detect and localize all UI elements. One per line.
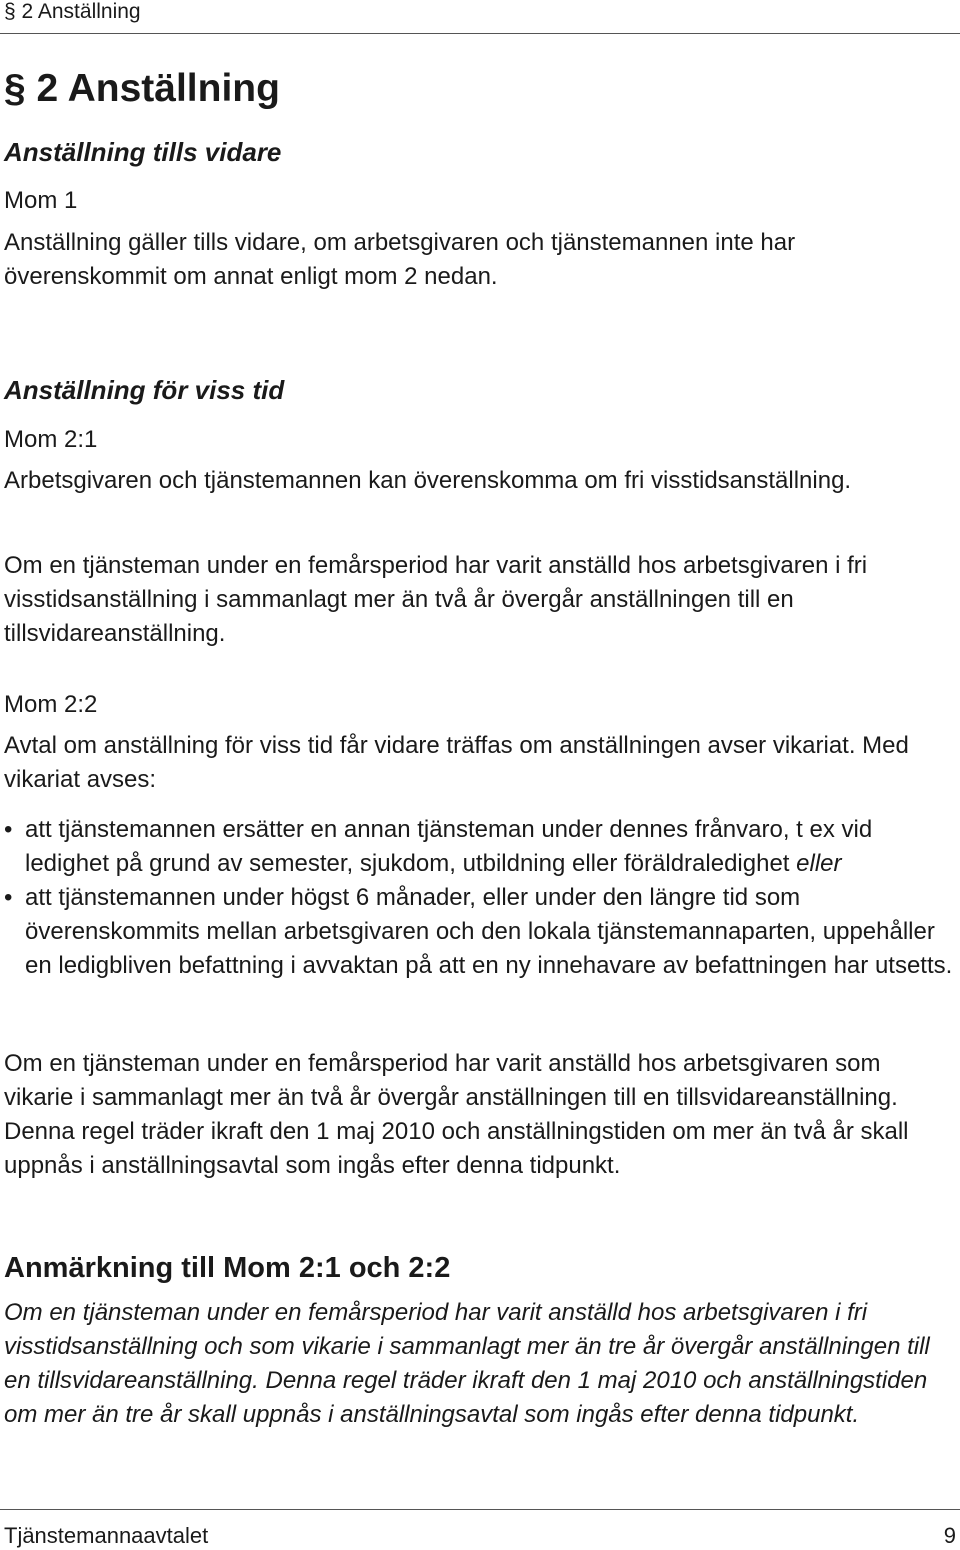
list-item xyxy=(4,813,954,881)
mom-2-1-label: Mom 2:1 xyxy=(4,426,98,453)
footer-page-number: 9 xyxy=(943,1523,956,1548)
mom-1-label: Mom 1 xyxy=(4,187,78,214)
section-heading-viss-tid: Anställning för viss tid xyxy=(4,375,285,405)
bullet-icon: • xyxy=(4,884,13,911)
paragraph-mom-1: Anställning gäller tills vidare, om arbetsgivaren och tjänstemannen inte har överenskommit om annat enligt mom 2 nedan. xyxy=(4,229,796,290)
bullet-text: att tjänstemannen under högst 6 månader, eller under den längre tid som överenskommits mellan arbetsgivaren och den lokala tjänstemannaparten, uppehåller en ledigbliven befattning i avvaktan på att en ny innehavare av befattningen har utsetts. xyxy=(25,884,953,979)
bullet-icon: • xyxy=(4,816,13,843)
paragraph-mom-2-2-a: Avtal om anställning för viss tid får vidare träffas om anställningen avser vikariat. Med vikariat avses: xyxy=(4,732,909,793)
footer-document-title: Tjänstemannaavtalet xyxy=(4,1523,209,1548)
note-body: Om en tjänsteman under en femårsperiod har varit anställd hos arbetsgivaren i fri visstidsanställning och som vikarie i sammanlagt mer än tre år övergår anställningen till en tillsvidareanställning. Denna regel träder ikraft den 1 maj 2010 och anställningstiden om mer än tre år skall uppnås i anställningsavtal som ingås efter denna tidpunkt. xyxy=(4,1299,930,1428)
note-heading: Anmärkning till Mom 2:1 och 2:2 xyxy=(4,1252,451,1284)
list-item xyxy=(4,881,954,983)
paragraph-mom-2-1-b: Om en tjänsteman under en femårsperiod har varit anställd hos arbetsgivaren i fri visstidsanställning i sammanlagt mer än två år övergår anställningen till en tillsvidareanställning. xyxy=(4,552,868,647)
paragraph-mom-2-1-a: Arbetsgivaren och tjänstemannen kan överenskomma om fri visstidsanställning. xyxy=(4,467,852,494)
page-title: § 2 Anställning xyxy=(4,67,280,110)
vikariat-list xyxy=(4,813,954,983)
running-header: § 2 Anställning xyxy=(4,0,141,23)
section-heading-tills-vidare: Anställning tills vidare xyxy=(4,137,282,167)
bullet-suffix: eller xyxy=(796,850,842,877)
top-divider xyxy=(0,33,960,34)
mom-2-2-label: Mom 2:2 xyxy=(4,691,98,718)
bottom-divider xyxy=(0,1509,960,1510)
bullet-text: att tjänstemannen ersätter en annan tjänsteman under dennes frånvaro, t ex vid ledighet på grund av semester, sjukdom, utbildning eller föräldraledighet xyxy=(25,816,873,877)
paragraph-mom-2-2-b: Om en tjänsteman under en femårsperiod har varit anställd hos arbetsgivaren som vikarie i sammanlagt mer än två år övergår anställningen till en tillsvidareanställning. Denna regel träder ikraft den 1 maj 2010 och anställningstiden om mer än två år skall uppnås i anställningsavtal som ingås efter denna tidpunkt. xyxy=(4,1050,909,1179)
